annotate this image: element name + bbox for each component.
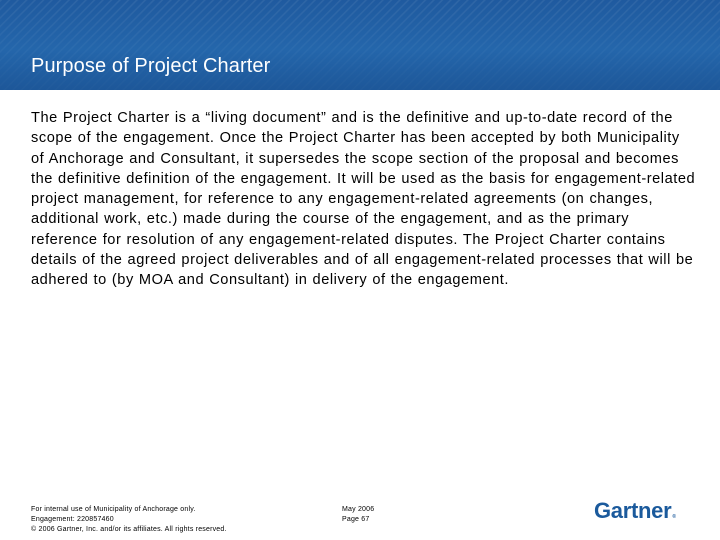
registered-mark: ®: [672, 514, 676, 520]
gartner-logo: [594, 498, 676, 524]
footer-line-internal-use: For internal use of Municipality of Anchorage only.: [31, 506, 196, 513]
footer-date: May 2006: [342, 506, 375, 513]
body-paragraph: The Project Charter is a “living document” and is the definitive and up-to-date record of the scope of the engagement. Once the Project Charter has been accepted by both Municipality of Anchorage and Consultant, it supersedes the scope section of the proposal and becomes the definitive definition of the engagement. It will be used as the basis for engagement-related project management, for reference to any engagement-related agreements (on changes, additional work, etc.) made during the course of the engagement, and as the primary reference for resolution of any engagement-related disputes. The Project Charter contains details of the agreed project deliverables and of all engagement-related processes that will be adhered to (by MOA and Consultant) in delivery of the engagement.: [31, 110, 696, 289]
gartner-logo-text: Gartner: [594, 498, 672, 523]
footer-line-copyright: © 2006 Gartner, Inc. and/or its affiliates. All rights reserved.: [31, 526, 227, 533]
header-banner: [0, 0, 720, 90]
footer-page-number: Page 67: [342, 516, 370, 523]
slide-title: Purpose of Project Charter: [31, 55, 271, 77]
footer-date-page: [342, 505, 374, 525]
footer-line-engagement: Engagement: 220857460: [31, 516, 114, 523]
footer-confidentiality: [31, 505, 227, 535]
